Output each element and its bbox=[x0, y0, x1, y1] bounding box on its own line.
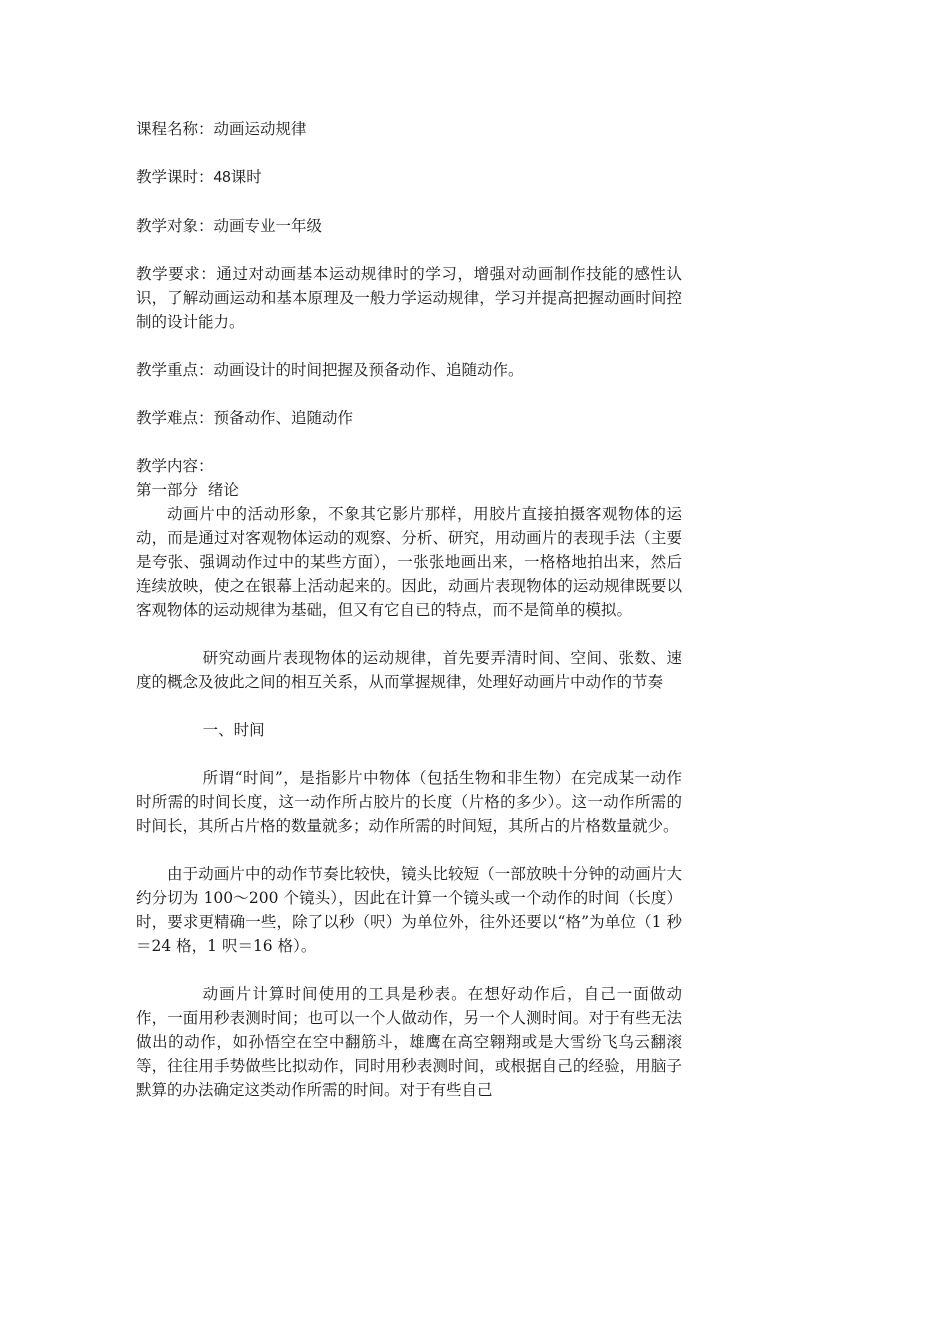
paragraph-stopwatch: 动画片计算时间使用的工具是秒表。在想好动作后，自己一面做动作，一面用秒表测时间；也可以一个人做动作，另一个人测时间。对于有些无法做出的动作，如孙悟空在空中翻筋斗，雄鹰在高空翱翔或是大雪纷飞乌云翻滚等，往往用手势做些比拟动作，同时用秒表测时间，或根据自己的经验，用脑子默算的办法确定这类动作所需的时间。对于有些自己 bbox=[136, 985, 682, 1099]
teaching-difficult-points: 教学难点：预备动作、追随动作 bbox=[136, 409, 354, 427]
teaching-key-points: 教学重点：动画设计的时间把握及预备动作、追随动作。 bbox=[136, 361, 524, 379]
paragraph-frame-units: 由于动画片中的动作节奏比较快，镜头比较短（一部放映十分钟的动画片大约分切为 100～200 个镜头），因此在计算一个镜头或一个动作的时间（长度）时，要求更精确一些，除了以秒（呎）为单位外，往外还要以“格”为单位（1 秒＝24 格，1 呎＝16 格）。 bbox=[136, 865, 682, 955]
paragraph-time-definition: 所谓“时间”，是指影片中物体（包括生物和非生物）在完成某一动作时所需的时间长度，这一动作所占胶片的长度（片格的多少）。这一动作所需的时间长，其所占片格的数量就多；动作所需的时间短，其所占的片格数量就少。 bbox=[136, 769, 682, 835]
paragraph-concepts: 研究动画片表现物体的运动规律，首先要弄清时间、空间、张数、速度的概念及彼此之间的相互关系，从而掌握规律，处理好动画片中动作的节奏 bbox=[136, 649, 682, 691]
paragraph-intro: 动画片中的活动形象，不象其它影片那样，用胶片直接拍摄客观物体的运动，而是通过对客观物体运动的观察、分析、研究，用动画片的表现手法（主要是夸张、强调动作过中的某些方面），一张张地画出来，一格格地拍出来，然后连续放映，使之在银幕上活动起来的。因此，动画片表现物体的运动规律既要以客观物体的运动规律为基础，但又有它自已的特点，而不是简单的模拟。 bbox=[136, 505, 682, 619]
teaching-hours-label: 教学课时： bbox=[136, 168, 214, 186]
teaching-requirement: 教学要求：通过对动画基本运动规律时的学习，增强对动画制作技能的感性认识，了解动画运动和基本原理及一般力学运动规律，学习并提高把握动画时间控制的设计能力。 bbox=[136, 265, 682, 331]
teaching-hours-unit: 课时 bbox=[230, 168, 262, 186]
teaching-hours bbox=[136, 165, 682, 190]
course-name: 课程名称：动画运动规律 bbox=[136, 120, 307, 138]
teaching-hours-value: 48 bbox=[213, 169, 231, 186]
content-label: 教学内容： bbox=[136, 457, 214, 475]
section-title-time: 一、时间 bbox=[202, 721, 265, 739]
document-page bbox=[136, 117, 682, 1102]
teaching-audience: 教学对象：动画专业一年级 bbox=[136, 217, 323, 235]
part-title: 第一部分 绪论 bbox=[136, 481, 239, 499]
